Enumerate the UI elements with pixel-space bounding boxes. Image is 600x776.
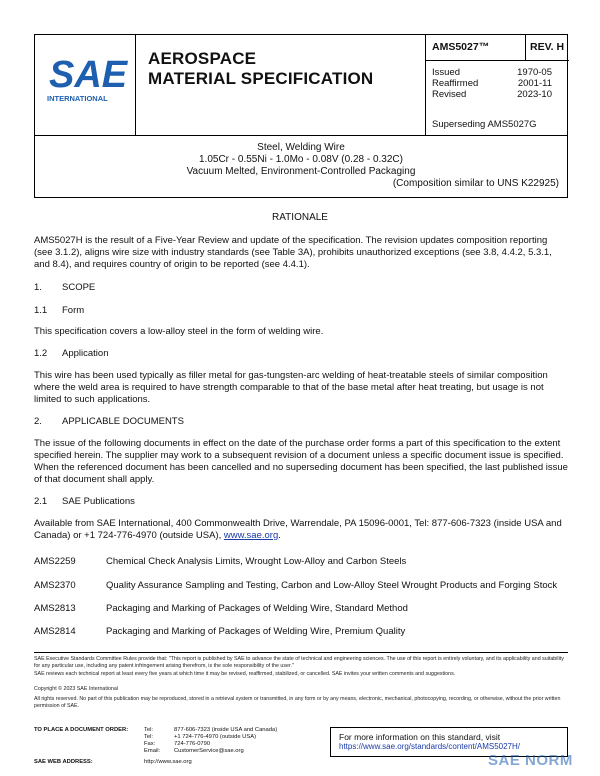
section-2-text: The issue of the following documents in effect on the date of the purchase order forms a part of this specification to the extent specified herein. The supplier may work to a subsequent revision of a document unless a specific document issue is specified. When the referenced document has been cancelled and no superseding document has been specified, the last published issue of that document shall apply.: [34, 438, 568, 485]
title-cell: [135, 35, 425, 135]
reference-title: Packaging and Marking of Packages of Welding Wire, Premium Quality: [106, 626, 406, 637]
date-label: Issued: [432, 67, 460, 78]
reference-code: AMS2259: [34, 556, 76, 567]
rationale-text: AMS5027H is the result of a Five-Year Review and update of the specification. The revision updates composition reporting (see 3.1.2), aligns wire size with industry standards (see Table 3A), prohibits unauthorized exceptions (see 3.8, 4.4.2, 5.3.1, and 8.4), and requires country of origin to be reported (see 4.4.1).: [34, 235, 552, 270]
reference-title: Packaging and Marking of Packages of Welding Wire, Standard Method: [106, 603, 408, 614]
footer-divider: [34, 652, 568, 653]
date-label: Reaffirmed: [432, 78, 479, 89]
section-2-1-text: Available from SAE International, 400 Commonwealth Drive, Warrendale, PA 15096-0001, Tel: 877-606-7323 (inside USA and Canada) or +1 724-776-4970 (outside USA), www.sae.org.: [34, 518, 562, 541]
logo-subtitle: INTERNATIONAL: [47, 94, 108, 103]
date-row-issued: [432, 67, 552, 78]
spec-header: [34, 34, 568, 136]
superseding-note: Superseding AMS5027G: [432, 119, 537, 130]
reference-row: [34, 580, 574, 591]
footer-review: SAE reviews each technical report at least every five years at which time it may be revised, reaffirmed, stabilized, or cancelled. SAE invites your written comments and suggestions.: [34, 671, 456, 677]
reference-code: AMS2370: [34, 580, 76, 591]
sae-website-link[interactable]: www.sae.org: [223, 530, 279, 541]
footer-rights: All rights reserved. No part of this publication may be reproduced, stored in a retrieval system or transmitted, in any form or by any means, electronic, mechanical, photocopying, recording, or otherwise, without the prior written permission of SAE.: [34, 696, 561, 709]
footer-rules: SAE Executive Standards Committee Rules provide that: "This report is published by SAE to advance the state of technical and engineering sciences. The use of this report is entirely voluntary, and its applicability and suitability for any particular use, including any patent infringement arising therefrom, is the sole responsibility of the user.": [34, 656, 564, 669]
subject-line-4: (Composition similar to UNS K22925): [392, 178, 559, 189]
material-subject: [34, 136, 568, 198]
title-line-1: AEROSPACE: [148, 49, 257, 68]
phone-2: +1 724-776-4970 (outside USA): [174, 734, 257, 740]
reference-code: AMS2814: [34, 626, 76, 637]
footer-copyright: Copyright © 2023 SAE International: [34, 686, 118, 692]
date-label: Revised: [432, 89, 467, 100]
order-label: TO PLACE A DOCUMENT ORDER:: [34, 727, 129, 733]
subject-line-3: Vacuum Melted, Environment-Controlled Packaging: [186, 166, 416, 177]
info-text: For more information on this standard, visit: [339, 732, 501, 742]
web-url[interactable]: http://www.sae.org: [144, 759, 192, 765]
date-list: [432, 67, 552, 100]
watermark: SAE NORM: [488, 752, 573, 769]
section-1-heading: 1. SCOPE: [34, 282, 96, 293]
date-row-revised: [432, 89, 552, 100]
section-1-2-text: This wire has been used typically as filler metal for gas-tungsten-arc welding of heat-treatable steels of similar composition where the weld area is required to have strength comparable to that of the base metal after heat treating, but usage is not limited to such applications.: [34, 370, 548, 405]
reference-code: AMS2813: [34, 603, 76, 614]
subject-line-1: Steel, Welding Wire: [257, 142, 345, 153]
reference-row: [34, 626, 574, 637]
revision-label: REV. H: [526, 35, 569, 61]
doc-info-cell: [425, 35, 568, 135]
date-value: 2001-11: [517, 78, 552, 89]
date-row-reaffirmed: [432, 78, 552, 89]
section-1-1-heading: 1.1 Form: [34, 305, 85, 316]
title-line-2: MATERIAL SPECIFICATION: [148, 69, 374, 88]
date-value: 1970-05: [517, 67, 552, 78]
section-1-1-text: This specification covers a low-alloy steel in the form of welding wire.: [34, 326, 324, 337]
subject-line-2: 1.05Cr - 0.55Ni - 1.0Mo - 0.08V (0.28 - 0.32C): [199, 154, 403, 165]
logo-letters: SAE: [49, 54, 128, 96]
section-2-heading: 2. APPLICABLE DOCUMENTS: [34, 416, 184, 427]
fax-number: 724-776-0790: [174, 741, 211, 747]
doc-number: AMS5027™: [426, 35, 526, 61]
reference-title: Quality Assurance Sampling and Testing, Carbon and Low-Alloy Steel Wrought Products and Forging Stock: [106, 580, 558, 591]
rationale-heading: RATIONALE: [272, 212, 328, 223]
section-2-1-heading: 2.1 SAE Publications: [34, 496, 135, 507]
standard-link[interactable]: https://www.sae.org/standards/content/AMS5027H/: [339, 742, 520, 751]
order-contact: TO PLACE A DOCUMENT ORDER: Tel: 877-606-7323 (inside USA and Canada) Tel: +1 724-776-4970 (outside USA) Fax: 724-776-0790 Email: CustomerService@sae.org: [34, 727, 278, 754]
sae-logo: [35, 35, 135, 135]
spec-type-title: [148, 49, 373, 89]
web-address: SAE WEB ADDRESS: http://www.sae.org: [34, 759, 192, 765]
reference-row: [34, 556, 574, 567]
reference-title: Chemical Check Analysis Limits, Wrought Low-Alloy and Carbon Steels: [106, 556, 407, 567]
phone-1: 877-606-7323 (inside USA and Canada): [174, 727, 278, 733]
email-address: CustomerService@sae.org: [174, 748, 244, 754]
reference-row: [34, 603, 574, 614]
section-1-2-heading: 1.2 Application: [34, 348, 109, 359]
date-value: 2023-10: [517, 89, 552, 100]
